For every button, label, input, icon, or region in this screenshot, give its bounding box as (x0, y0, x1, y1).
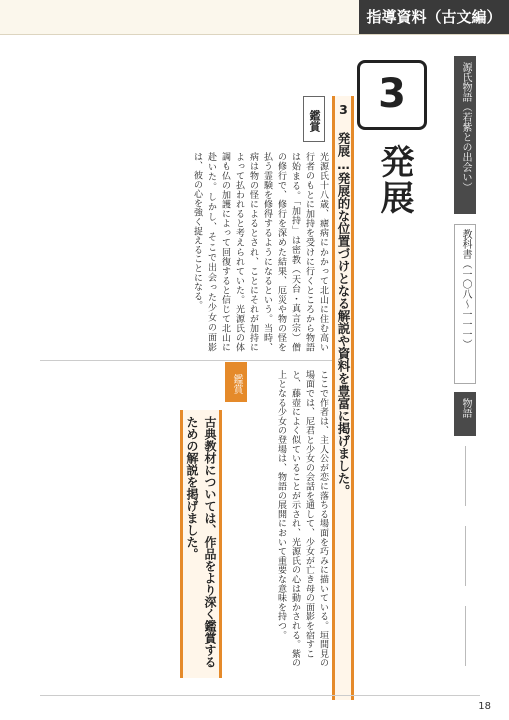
side-tag-genre: 物語 (454, 392, 476, 436)
side-rule (465, 526, 466, 586)
section-number: 3 (357, 60, 427, 130)
footer-rule (40, 695, 480, 696)
highlight-note: 3 発展…発展的な位置づけとなる解説や資料を豊富に掲げました。 (332, 96, 354, 700)
side-rule (465, 606, 466, 666)
header-bar (0, 0, 509, 35)
note-box: 古典教材については、作品をより深く鑑賞するための解説を掲げました。 (180, 410, 222, 678)
side-rule (465, 446, 466, 506)
divider (40, 360, 332, 361)
side-tag-work: 源氏物語（若紫との出会い） (454, 56, 476, 214)
header-title: 指導資料（古文編） (359, 0, 509, 34)
page-number: 18 (478, 701, 491, 712)
side-tag-textbook: 教科書（一〇八〜一一一） (454, 224, 476, 384)
note-label: 鑑賞 (225, 362, 247, 402)
body-text-lower: ここで作者は、主人公が恋に落ちる場面を巧みに描いている。垣間見の場面では、尼君と少女の会話を通して、少女が亡き母の面影を宿すこと、藤壺によく似ていることが示され、光源氏の心は動かされる。紫の上となる少女の登場は、物語の展開において重要な意味を持つ。 (276, 370, 328, 668)
section-title: 発展 (374, 144, 414, 216)
body-text-upper: 光源氏十八歳、瘧病にかかって北山に住む高い行者のもとに加持を受けに行くところから物語は始まる。「加持」は密教（天台・真言宗）僧の修行で、修行を深めた結果、厄災や物の怪を払う霊験を修得するようになるという。当時、病は物の怪によるとされ、ことにそれが加持によって払われると考えられていた。光源氏の体調も仏の加護によって回復すると信じて北山に赴いた。しかし、そこで出会った少女の面影は、彼の心を強く捉えることになる。 (192, 152, 328, 352)
appreciation-label: 鑑賞 (303, 96, 325, 142)
